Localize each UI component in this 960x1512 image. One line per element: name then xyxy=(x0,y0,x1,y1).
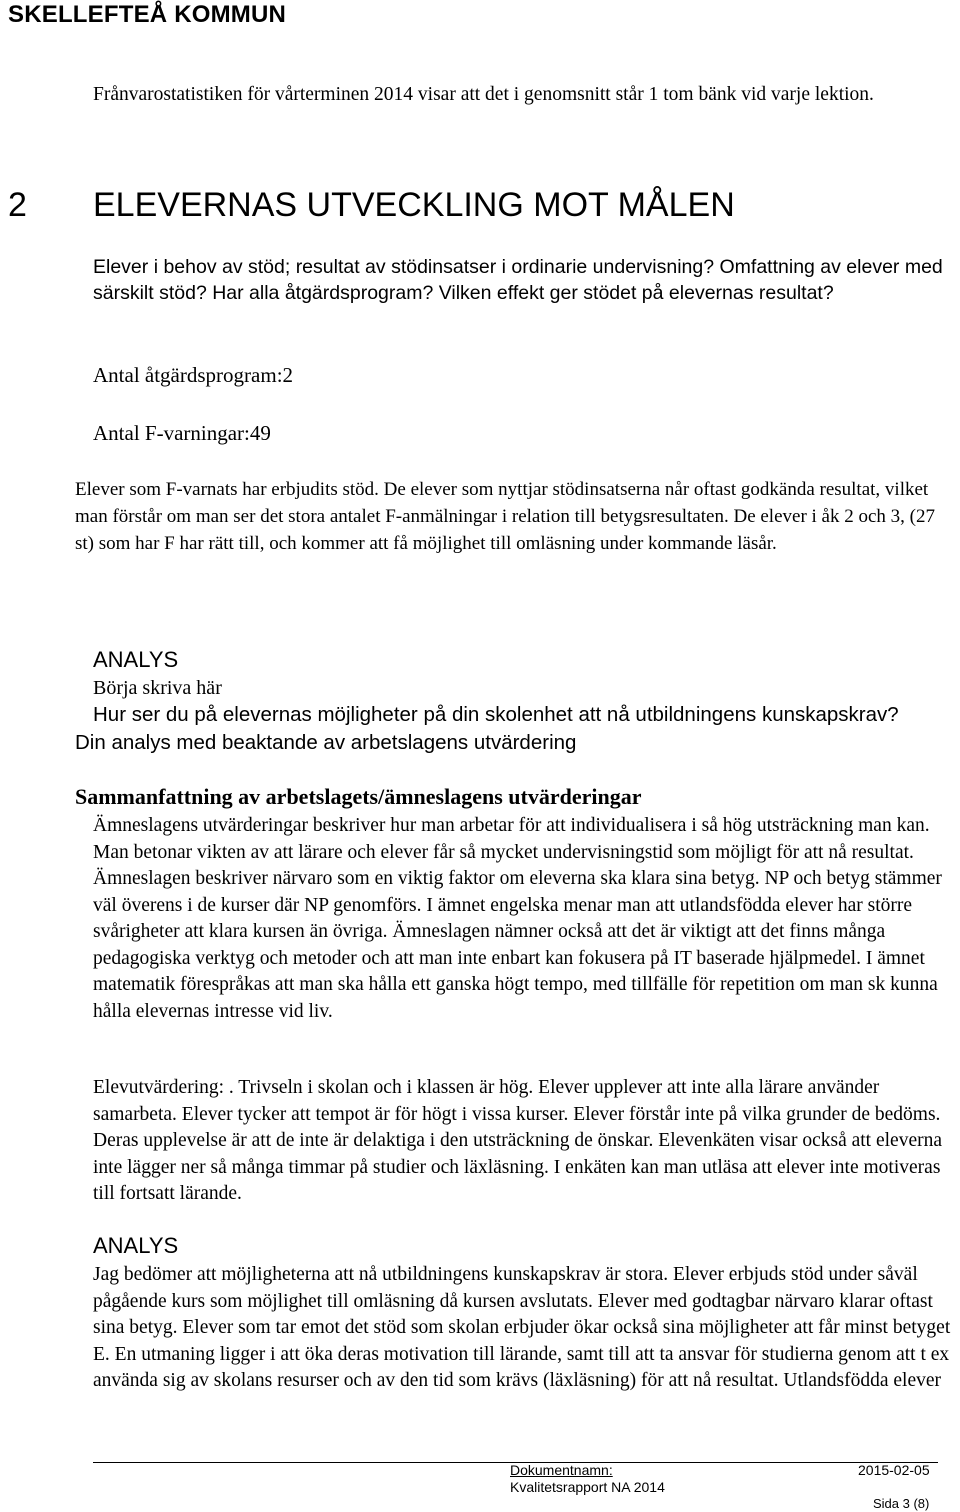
intro-paragraph: Frånvarostatistiken för vårterminen 2014 visar att det i genomsnitt står 1 tom bänk vid varje lektion. xyxy=(93,84,874,105)
organization-header: SKELLEFTEÅ KOMMUN xyxy=(8,1,287,28)
section-title: ELEVERNAS UTVECKLING MOT MÅLEN xyxy=(93,186,735,224)
action-program-count: Antal åtgärdsprogram:2 xyxy=(93,363,294,387)
support-paragraph: Elever som F-varnats har erbjudits stöd. De elever som nyttjar stödinsatserna når oftast godkända resultat, vilket man förstår om man ser det stora antalet F-anmälningar i relation till betygsresultaten. De elever i åk 2 och 3, (27 st) som har F har rätt till, och kommer att få möjlighet till omläsning under kommande läsår. xyxy=(75,479,936,554)
footer-document-name-label: Dokumentnamn: xyxy=(510,1462,613,1478)
analysis-paragraph: Jag bedömer att möjligheterna att nå utbildningens kunskapskrav är stora. Elever erbjuds stöd under såväl pågående kurs som möjlighet till omläsning då kursen avslutats. Elever med godtagbar närvaro klarar oftast sina betyg. Elever som tar emot det stöd som skolan erbjuder ökar också sina möjligheter att får minst betyget E. En utmaning ligger i att öka deras motivation till lärande, samt till att ta ansvar för studierna genom att t ex använda sig av skolans resurser och av den tid som krävs (läxläsning) för att nå resultat. Utlandsfödda elever xyxy=(93,1264,951,1391)
analysis-heading-2: ANALYS xyxy=(93,1233,179,1258)
footer-date: 2015-02-05 xyxy=(858,1462,930,1478)
summary-paragraph: Ämneslagens utvärderingar beskriver hur man arbetar för att individualisera i så hög utsträckning man kan. Man betonar vikten av att lärare och elever får så mycket undervisningstid som möjligt för att nå resultat. Ämneslagen beskriver närvaro som en viktig faktor om eleverna ska klara sina betyg. NP och betyg stämmer väl överens i de kurser där NP genomförs. I ämnet engelska menar man att utlandsfödda elever har större svårigheter att klara kursen än övriga. Ämneslagen nämner också att det är viktigt att det finns många pedagogiska verktyg och metoder och att man inte enbart kan fokusera på IT baserade hjälpmedel. I ämnet matematik förespråkas att man ska hålla ett ganska högt tempo, med tillfälle för repetition om man sk kunna hålla elevernas intresse vid liv. xyxy=(93,815,942,1022)
f-warning-count: Antal F-varningar:49 xyxy=(93,421,271,445)
section-heading xyxy=(8,186,735,225)
footer-page-number: Sida 3 (8) xyxy=(873,1496,930,1511)
student-evaluation-paragraph: Elevutvärdering: . Trivseln i skolan och i klassen är hög. Elever upplever att inte alla lärare använder samarbeta. Elever tycker att tempot är för högt i vissa kurser. Elever förstår inte på vilka grunder de bedöms. Deras upplevelse är att de inte är delaktiga i den utsträckning de önskar. Elevenkäten visar också att eleverna inte lägger ner så många timmar på studier och läxläsning. I enkäten kan man utläsa att elever inte motiveras till fortsatt lärande. xyxy=(93,1077,942,1204)
section-questions: Elever i behov av stöd; resultat av stödinsatser i ordinarie undervisning? Omfattning av elever med särskilt stöd? Har alla åtgärdsprogram? Vilken effekt ger stödet på elevernas resultat? xyxy=(93,256,943,304)
section-number: 2 xyxy=(8,186,27,224)
analysis-question: Hur ser du på elevernas möjligheter på din skolenhet att nå utbildningens kunskapskrav? Din analys med beaktande av arbetslagens utvärdering xyxy=(75,703,899,754)
analysis-heading: ANALYS xyxy=(93,647,179,672)
summary-heading: Sammanfattning av arbetslagets/ämneslagens utvärderingar xyxy=(75,784,642,809)
footer-document-name: Kvalitetsrapport NA 2014 xyxy=(510,1479,665,1495)
analysis-placeholder-text: Börja skriva här xyxy=(93,677,222,699)
